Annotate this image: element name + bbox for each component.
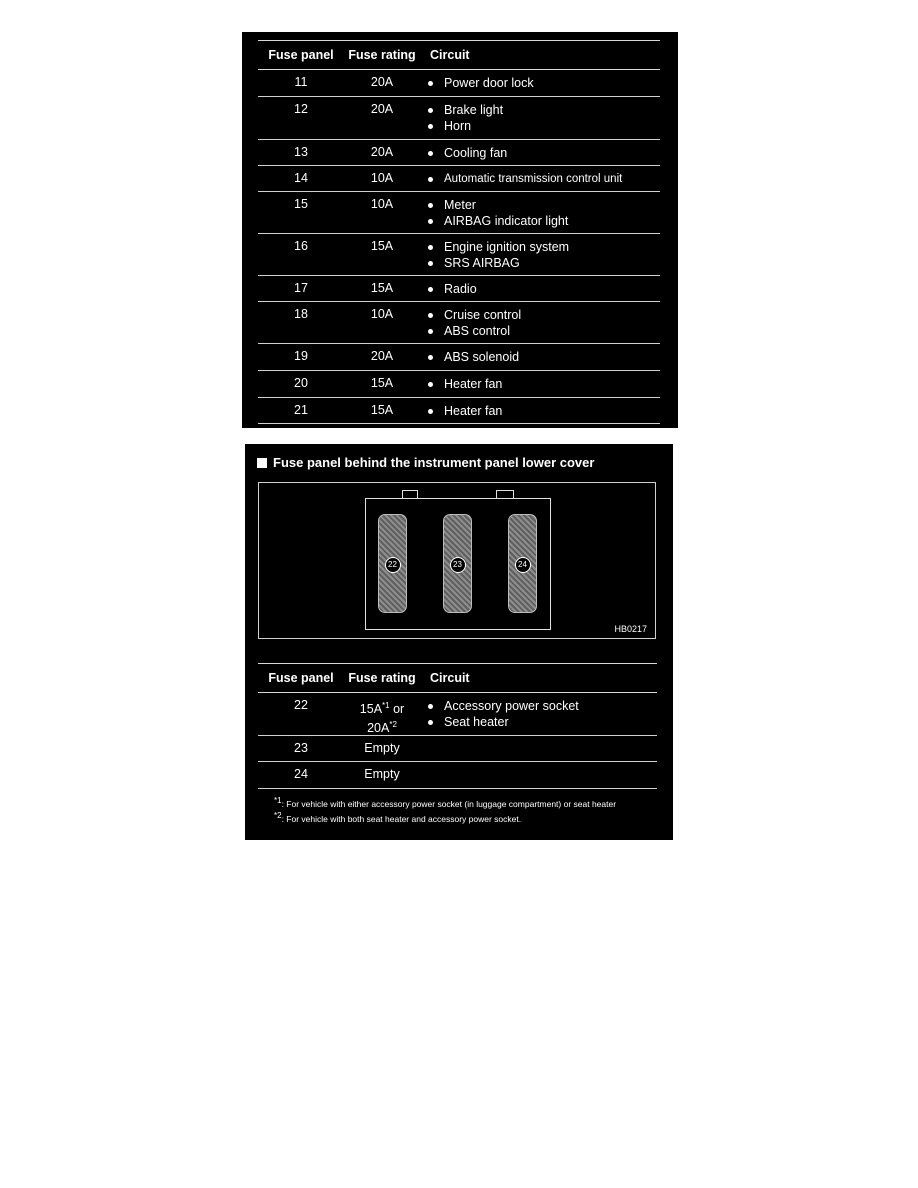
table-row: [258, 736, 657, 762]
fuse-rating: Empty: [364, 767, 400, 781]
header-fuse-panel: Fuse panel: [268, 671, 334, 685]
fuse-number: 13: [294, 145, 308, 159]
circuit-item: Heater fan: [428, 376, 660, 392]
fuse-number: 12: [294, 102, 308, 116]
table-row: [258, 371, 660, 398]
table-row: [258, 192, 660, 234]
fuse-table-panel-lower: [245, 444, 673, 840]
table-row: [258, 70, 660, 97]
fuse-rating: 15A: [370, 239, 394, 253]
fuse-number: 15: [294, 197, 308, 211]
square-bullet-icon: [257, 458, 267, 468]
fuse-rating: 20A: [370, 145, 394, 159]
table-row: [258, 762, 657, 789]
circuit-list: [420, 145, 660, 161]
fuse-number: 19: [294, 349, 308, 363]
circuit-list: [420, 171, 660, 187]
fuse-rating: 20A: [370, 75, 394, 89]
circuit-item: Automatic transmission control unit: [428, 171, 660, 187]
circuit-item: ABS control: [428, 323, 660, 339]
fuse-rating: 10A: [370, 197, 394, 211]
circuit-item: Horn: [428, 118, 660, 134]
bullet-icon: [428, 313, 433, 318]
circuit-list: [420, 197, 660, 229]
table-header: [258, 663, 657, 693]
bullet-icon: [428, 409, 433, 414]
bullet-icon: [428, 124, 433, 129]
fuse-rating: 15A: [370, 281, 394, 295]
fuse-label: 22: [385, 557, 401, 573]
fuse-rating: 15A: [370, 376, 394, 390]
fuse-number: 24: [294, 767, 308, 781]
table-row: [258, 140, 660, 166]
circuit-item: Cooling fan: [428, 145, 660, 161]
header-circuit: Circuit: [430, 48, 470, 62]
bullet-icon: [428, 151, 433, 156]
fuse-number: 18: [294, 307, 308, 321]
bullet-icon: [428, 720, 433, 725]
fuse-box-diagram: [258, 482, 656, 639]
bullet-icon: [428, 245, 433, 250]
header-circuit: Circuit: [430, 671, 470, 685]
fuse-number: 21: [294, 403, 308, 417]
fuse-label: 24: [515, 557, 531, 573]
fuse-number: 22: [294, 698, 308, 712]
fuse-number: 16: [294, 239, 308, 253]
circuit-item: Accessory power socket: [428, 698, 657, 714]
bullet-icon: [428, 355, 433, 360]
table-row: [258, 97, 660, 140]
table-row: [258, 693, 657, 736]
fuse-table-panel-upper: [242, 32, 678, 428]
circuit-item: ABS solenoid: [428, 349, 660, 365]
rating-option: $15A^{*1}$ or: [359, 701, 405, 717]
circuit-item: Meter: [428, 197, 660, 213]
circuit-list: [420, 403, 660, 419]
circuit-list: [420, 349, 660, 365]
bullet-icon: [428, 382, 433, 387]
header-fuse-rating: Fuse rating: [348, 48, 416, 62]
circuit-list: [420, 239, 660, 271]
fuse-number: 20: [294, 376, 308, 390]
header-fuse-panel: Fuse panel: [268, 48, 334, 62]
fuse-rating: 10A: [370, 307, 394, 321]
rating-option: $20A^{*2}$: [367, 720, 397, 736]
circuit-item: Engine ignition system: [428, 239, 660, 255]
fuse-label: 23: [450, 557, 466, 573]
footnote: $^{*2}$: For vehicle with both seat heater and accessory power socket.: [274, 810, 522, 824]
circuit-item: Brake light: [428, 102, 660, 118]
footnote: $^{*1}$: For vehicle with either accessory power socket (in luggage compartment) or seat heater: [274, 796, 617, 809]
table-row: [258, 166, 660, 192]
table-row: [258, 302, 660, 344]
table-row: [258, 344, 660, 371]
bullet-icon: [428, 108, 433, 113]
fuse-number: 11: [294, 75, 308, 89]
fuse-rating: 20A: [370, 349, 394, 363]
bullet-icon: [428, 203, 433, 208]
fuse-rating: Empty: [364, 741, 400, 755]
circuit-item: Power door lock: [428, 75, 660, 91]
fuse-23: [443, 514, 472, 613]
fuse-rating: [344, 698, 420, 736]
fuse-number: 14: [294, 171, 308, 185]
circuit-list: [420, 75, 660, 91]
circuit-item: AIRBAG indicator light: [428, 213, 660, 229]
fuse-rating: 15A: [370, 403, 394, 417]
header-fuse-rating: Fuse rating: [348, 671, 416, 685]
footnotes: [274, 795, 654, 825]
circuit-list: [420, 281, 660, 297]
circuit-list: [420, 307, 660, 339]
bullet-icon: [428, 287, 433, 292]
section-title: Fuse panel behind the instrument panel lower cover: [257, 455, 594, 470]
circuit-item: Cruise control: [428, 307, 660, 323]
bullet-icon: [428, 81, 433, 86]
bullet-icon: [428, 219, 433, 224]
table-row: [258, 398, 660, 424]
fuse-number: 23: [294, 741, 308, 755]
circuit-list: [420, 102, 660, 134]
circuit-item: SRS AIRBAG: [428, 255, 660, 271]
circuit-item: Radio: [428, 281, 660, 297]
circuit-list: [420, 698, 657, 730]
circuit-list: [420, 376, 660, 392]
bullet-icon: [428, 177, 433, 182]
fuse-block-tab: [402, 490, 418, 499]
circuit-item: Heater fan: [428, 403, 660, 419]
bullet-icon: [428, 261, 433, 266]
fuse-table-upper: [258, 40, 660, 424]
table-header: [258, 40, 660, 70]
bullet-icon: [428, 704, 433, 709]
fuse-number: 17: [294, 281, 308, 295]
fuse-table-lower: [258, 663, 657, 789]
circuit-item: Seat heater: [428, 714, 657, 730]
fuse-24: [508, 514, 537, 613]
fuse-rating: 10A: [370, 171, 394, 185]
table-row: [258, 276, 660, 302]
bullet-icon: [428, 329, 433, 334]
fuse-22: [378, 514, 407, 613]
figure-code: HB0217: [614, 624, 647, 634]
table-row: [258, 234, 660, 276]
fuse-rating: 20A: [370, 102, 394, 116]
fuse-block: [365, 498, 551, 630]
fuse-block-tab: [496, 490, 514, 499]
